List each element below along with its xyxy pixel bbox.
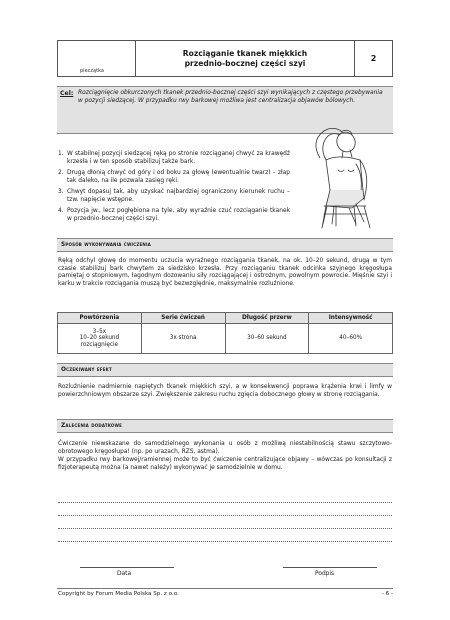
recommendations-text-1: Ćwiczenie niewskazane do samodzielnego wykonania u osób z możliwą niestabilnością stawu szczytowo-obrotowego kręgosłupa! (np. po urazach, RZS, astma). bbox=[58, 441, 392, 455]
exercise-title bbox=[136, 41, 355, 76]
table-cell: 30–60 sekund bbox=[225, 324, 309, 354]
execution-section-header: Sposób wykonywania ćwiczenia bbox=[57, 238, 393, 252]
footer-page-number: - 6 - bbox=[381, 591, 393, 597]
step-number: 1. bbox=[58, 151, 64, 157]
table-row bbox=[58, 324, 393, 354]
steps-list bbox=[58, 151, 290, 227]
title-line-2: przednio-bocznej części szyi bbox=[184, 58, 306, 68]
signature-line bbox=[283, 567, 377, 568]
table-cell: 3–5x 10–20 sekund rozciągnięcie bbox=[58, 324, 142, 354]
title-line-1: Rozciąganie tkanek miękkich bbox=[182, 48, 308, 58]
recommendations-section-header: Zalecenia dodatkowe bbox=[57, 419, 393, 433]
sheet-number: 2 bbox=[370, 54, 377, 63]
table-cell: 3x strona bbox=[141, 324, 225, 354]
note-line bbox=[58, 541, 392, 542]
column-header: Serie ćwiczeń bbox=[141, 313, 225, 324]
step-item bbox=[58, 208, 290, 223]
header-box bbox=[57, 40, 393, 77]
column-header: Powtórzenia bbox=[58, 313, 142, 324]
footer-copyright: Copyright by Forum Media Polska Sp. z o.o. bbox=[58, 591, 179, 597]
step-number: 3. bbox=[58, 189, 64, 195]
execution-text: Ręką odchyl głowę do momentu uczucia wyraźnego rozciągania tkanek, na ok. 10–20 sekund, drugą w tym czasie stabilizuj bark chwytem za siedzisko krzesła. Przy rozciąganiu tkanek odcinka szyjnego kręgosłupa pamiętaj o stopniowym, łagodnym dozowaniu siły rozciągającej i ostrożnym, powolnym powrocie. Mięśnie szyi i karku w trakcie rozciągania muszą być bezwzględnie, maksymalnie rozluźnione. bbox=[58, 258, 392, 287]
stamp-label: pieczątka bbox=[80, 68, 104, 74]
column-header: Długość przerw bbox=[225, 313, 309, 324]
step-item bbox=[58, 170, 290, 185]
goal-text: Rozciągnięcie obkurczonych tkanek przednio-bocznej części szyi wynikających z częstego przebywania w pozycji siedzącej. W przypadku rwy barkowej możliwa jest centralizacja objawów bólowych. bbox=[78, 90, 383, 104]
recommendations-text-2: W przypadku rwy barkowej/ramiennej może to być ćwiczenie centralizujące objawy – wówczas po konsultacji z fizjoterapeutą można (a nawet należy) wykonywać je samodzielnie w domu. bbox=[58, 457, 392, 471]
date-label: Data bbox=[117, 571, 132, 577]
note-line bbox=[58, 528, 392, 529]
step-text: Pozycja jw., lecz pogłębiona na tyle, aby wyraźnie czuć rozciąganie tkanek w przednio-bocznej części szyi. bbox=[67, 208, 290, 222]
date-line bbox=[80, 567, 174, 568]
parameters-table bbox=[57, 312, 393, 354]
effect-section-header: Oczekiwany efekt bbox=[57, 363, 393, 377]
step-text: Chwyt dopasuj tak, aby uzyskać najbardziej ograniczony kierunek ruchu – tzw. napięcie wstępne. bbox=[67, 189, 290, 203]
head bbox=[334, 129, 359, 155]
step-number: 4. bbox=[58, 208, 64, 214]
footer-divider bbox=[57, 588, 393, 589]
step-text: Drugą dłonią chwyć od góry i od boku za głowę (ewentualnie twarz) – złap tak daleko, na ile pozwala zasięg ręki. bbox=[67, 170, 290, 184]
signature-label: Podpis bbox=[315, 571, 335, 577]
table-header-row bbox=[58, 313, 393, 324]
note-line bbox=[58, 502, 392, 503]
goal-label: Cel: bbox=[60, 90, 74, 97]
exercise-illustration bbox=[294, 118, 392, 230]
stamp-cell bbox=[58, 41, 136, 76]
table-cell: 40–60% bbox=[309, 324, 393, 354]
column-header: Intensywność bbox=[309, 313, 393, 324]
effect-text: Rozluźnienie nadmiernie napiętych tkanek miękkich szyi, a w konsekwencji poprawa krążenia krwi i limfy w powierzchniowym obszarze szyi. Zwiększenie zakresu ruchu zgięcia dobocznego głowy w stronę rozciągania. bbox=[58, 384, 392, 398]
note-line bbox=[58, 515, 392, 516]
step-item bbox=[58, 151, 290, 166]
chair bbox=[322, 206, 370, 228]
shorts bbox=[326, 190, 364, 208]
step-text: W stabilnej pozycji siedzącej ręką po stronie rozciąganej chwyć za krawędź krzesła i w ten sposób stabilizuj także bark. bbox=[67, 151, 290, 165]
step-number: 2. bbox=[58, 170, 64, 176]
step-item bbox=[58, 189, 290, 204]
torso bbox=[326, 157, 363, 192]
